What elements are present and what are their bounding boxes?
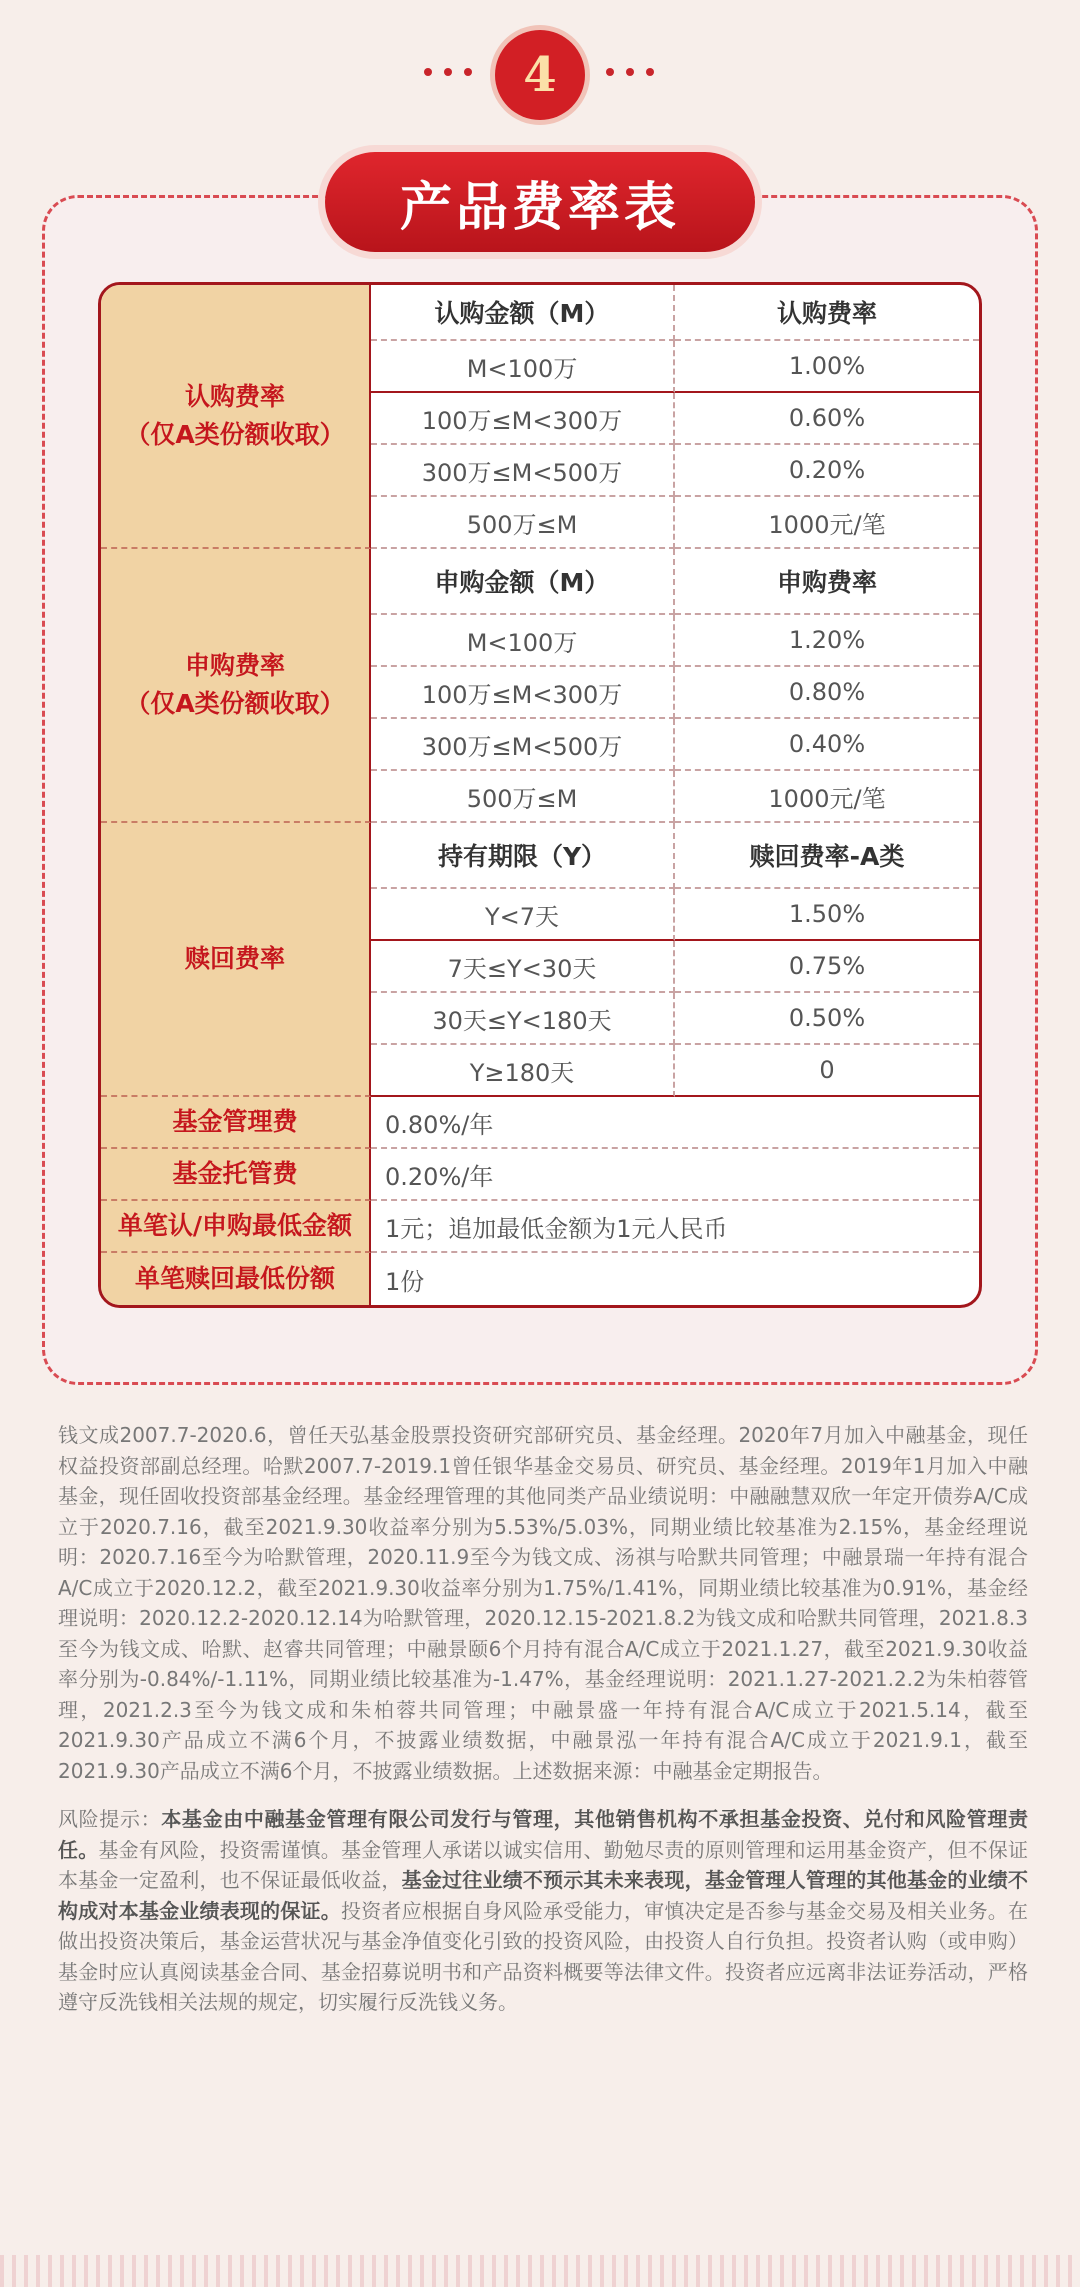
section-number-badge <box>495 30 585 120</box>
disclosure-notes <box>58 1420 1028 2036</box>
redemption-row-period: Y<7天 <box>371 889 675 941</box>
redemption-row-period: 7天≤Y<30天 <box>371 941 675 993</box>
risk-warning-bold-1: 本基金由中融基金管理有限公司发行与管理，其他销售机构不承担基金投资、兑付和风险管理责任。 <box>58 1807 1029 1862</box>
purchase-header-rate: 申购费率 <box>675 549 979 615</box>
purchase-row-amount: M<100万 <box>371 615 675 667</box>
redemption-row-rate: 0 <box>675 1045 979 1097</box>
redemption-row-period: Y≥180天 <box>371 1045 675 1097</box>
custody-fee-value: 0.20%/年 <box>371 1149 979 1201</box>
subscription-row-amount: M<100万 <box>371 341 675 393</box>
purchase-row-rate: 0.80% <box>675 667 979 719</box>
management-fee-value: 0.80%/年 <box>371 1097 979 1149</box>
subscription-category-note: （仅A类份额收取） <box>125 420 345 449</box>
subscription-row-amount: 500万≤M <box>371 497 675 549</box>
fund-manager-note: 钱文成2007.7-2020.6，曾任天弘基金股票投资研究部研究员、基金经理。2020年7月加入中融基金，现任权益投资部副总经理。哈默2007.7-2019.1曾任银华基金交易员、研究员、基金经理。2019年1月加入中融基金，现任固收投资部基金经理。基金经理管理的其他同类产品业绩说明：中融融慧双欣一年定开债券A/C成立于2020.7.16，截至2021.9.30收益率分别为5.53%/5.03%，同期业绩比较基准为2.15%，基金经理说明：2020.7.16至今为哈默管理，2020.11.9至今为钱文成、汤祺与哈默共同管理；中融景瑞一年持有混合A/C成立于2020.12.2，截至2021.9.30收益率分别为1.75%/1.41%，同期业绩比较基准为0.91%，基金经理说明：2020.12.2-2020.12.14为哈默管理，2020.12.15-2021.8.2为钱文成和哈默共同管理，2021.8.3至今为钱文成、哈默、赵睿共同管理；中融景颐6个月持有混合A/C成立于2021.1.27，截至2021.9.30收益率分别为-0.84%/-1.11%，同期业绩比较基准为-1.47%，基金经理说明：2021.1.27-2021.2.2为朱柏蓉管理，2021.2.3至今为钱文成和朱柏蓉共同管理；中融景盛一年持有混合A/C成立于2021.5.14，截至2021.9.30产品成立不满6个月，不披露业绩数据，中融景泓一年持有混合A/C成立于2021.9.1，截至2021.9.30产品成立不满6个月，不披露业绩数据。上述数据来源：中融基金定期报告。 <box>58 1423 1028 1783</box>
redemption-row-rate: 0.75% <box>675 941 979 993</box>
risk-warning-label: 风险提示： <box>58 1807 162 1831</box>
section-number: 4 <box>523 47 557 103</box>
section-badge-row <box>0 30 1080 120</box>
purchase-row-rate: 1.20% <box>675 615 979 667</box>
risk-warning-text-1: 基金有风险，投资需谨慎。基金管理人承诺以诚实信用、勤勉尽责的原则管理和运用基金资产，但不保证本基金一定盈利，也不保证最低收益， <box>58 1837 1029 1892</box>
bottom-decor-edge <box>0 2255 1080 2287</box>
redemption-header-period: 持有期限（Y） <box>371 823 675 889</box>
subscription-row-rate: 0.60% <box>675 393 979 445</box>
risk-warning-text-2: 投资者应根据自身风险承受能力，审慎决定是否参与基金交易及相关业务。在做出投资决策后，基金运营状况与基金净值变化引致的投资风险，由投资人自行负担。投资者认购（或申购）基金时应认真阅读基金合同、基金招募说明书和产品资料概要等法律文件。投资者应远离非法证券活动，严格遵守反洗钱相关法规的规定，切实履行反洗钱义务。 <box>58 1898 1029 2014</box>
purchase-category-note: （仅A类份额收取） <box>125 689 345 718</box>
page-title: 产品费率表 <box>399 177 680 238</box>
redemption-row-rate: 1.50% <box>675 889 979 941</box>
redemption-row-period: 30天≤Y<180天 <box>371 993 675 1045</box>
subscription-category <box>101 285 371 549</box>
fee-grid <box>101 285 979 1305</box>
min-redemption-label: 单笔赎回最低份额 <box>101 1253 371 1305</box>
fee-table <box>98 282 982 1308</box>
purchase-header-amount: 申购金额（M） <box>371 549 675 615</box>
purchase-row-amount: 300万≤M<500万 <box>371 719 675 771</box>
subscription-header-rate: 认购费率 <box>675 285 979 341</box>
purchase-row-amount: 100万≤M<300万 <box>371 667 675 719</box>
risk-warning <box>58 1804 1028 2018</box>
redemption-row-rate: 0.50% <box>675 993 979 1045</box>
risk-warning-bold-2: 基金过往业绩不预示其未来表现，基金管理人管理的其他基金的业绩不构成对本基金业绩表现的保证。 <box>58 1868 1029 1923</box>
min-purchase-label: 单笔认/申购最低金额 <box>101 1201 371 1253</box>
min-purchase-value: 1元；追加最低金额为1元人民币 <box>371 1201 979 1253</box>
subscription-row-amount: 100万≤M<300万 <box>371 393 675 445</box>
subscription-row-rate: 1.00% <box>675 341 979 393</box>
purchase-row-amount: 500万≤M <box>371 771 675 823</box>
custody-fee-label: 基金托管费 <box>101 1149 371 1201</box>
management-fee-label: 基金管理费 <box>101 1097 371 1149</box>
subscription-category-title: 认购费率 <box>184 382 285 411</box>
min-redemption-value: 1份 <box>385 1267 425 1296</box>
decor-dots-left <box>418 68 478 76</box>
decor-dots-right <box>600 68 660 76</box>
subscription-header-amount: 认购金额（M） <box>371 285 675 341</box>
title-banner <box>325 152 755 252</box>
subscription-row-rate: 1000元/笔 <box>675 497 979 549</box>
purchase-category <box>101 549 371 823</box>
subscription-row-rate: 0.20% <box>675 445 979 497</box>
purchase-row-rate: 1000元/笔 <box>675 771 979 823</box>
redemption-header-rate: 赎回费率-A类 <box>675 823 979 889</box>
redemption-category: 赎回费率 <box>101 823 371 1097</box>
purchase-category-title: 申购费率 <box>184 651 285 680</box>
purchase-row-rate: 0.40% <box>675 719 979 771</box>
subscription-row-amount: 300万≤M<500万 <box>371 445 675 497</box>
